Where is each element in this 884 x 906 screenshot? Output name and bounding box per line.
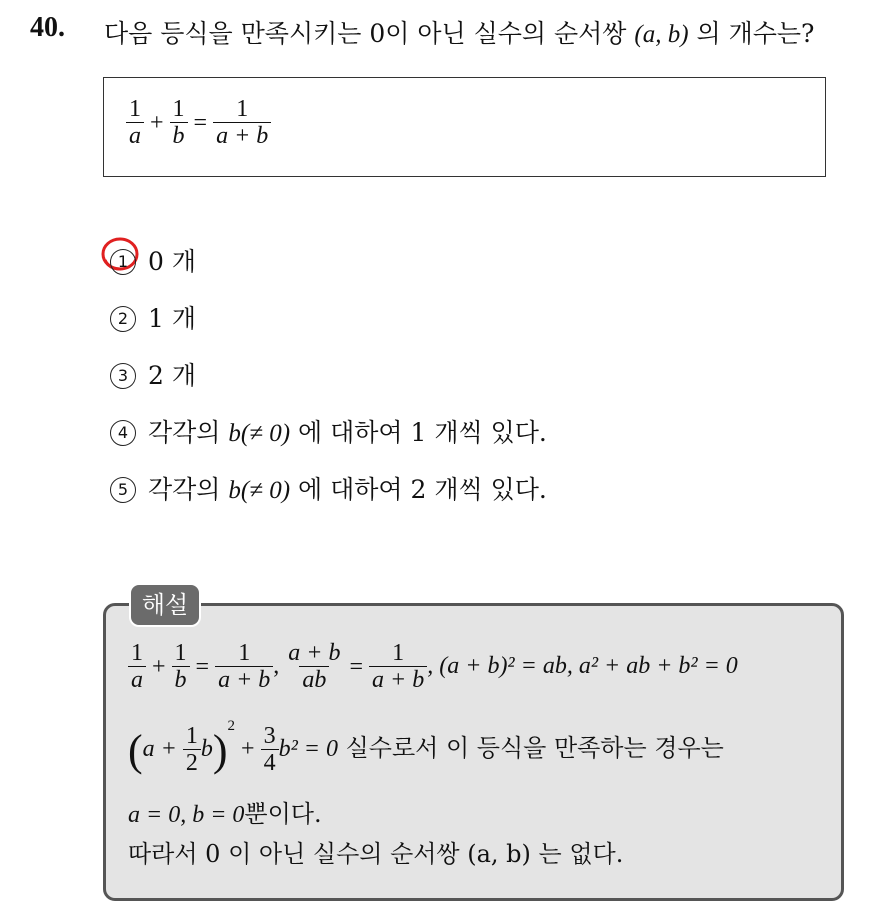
choice-2[interactable] <box>110 299 196 335</box>
term: b <box>200 736 213 762</box>
solution-line-4: 따라서 0 이 아닌 실수의 순서쌍 (a, b) 는 없다. <box>128 840 624 868</box>
choice-math: b(≠ 0) <box>228 420 291 447</box>
fraction <box>285 640 343 695</box>
numerator: 3 <box>263 723 276 749</box>
denominator: 2 <box>183 749 201 778</box>
numerator: 1 <box>236 96 249 122</box>
fraction <box>172 640 190 695</box>
denominator: b <box>172 666 190 695</box>
numerator: a + b <box>288 640 341 666</box>
plus-sign: + <box>152 653 166 680</box>
choice-3[interactable] <box>110 356 196 392</box>
term: a + <box>142 736 183 762</box>
solution-box <box>103 603 844 901</box>
solution-math: a = 0, b = 0 <box>128 802 245 828</box>
choice-1[interactable] <box>110 242 196 278</box>
equals-sign: = <box>195 653 210 680</box>
choice-label: 각각의 <box>148 475 229 504</box>
comma: , <box>273 653 280 679</box>
numerator: 1 <box>174 640 187 666</box>
numerator: 1 <box>172 96 185 122</box>
denominator: a + b <box>215 666 273 695</box>
right-paren: ) <box>212 725 228 775</box>
equals-sign: = <box>193 109 208 136</box>
solution-line-3 <box>128 794 322 829</box>
question-number: 40. <box>30 12 65 43</box>
fraction <box>215 640 273 695</box>
numerator: 1 <box>131 640 143 666</box>
fraction-three-quarters <box>261 723 279 778</box>
question-pair: (a, b) <box>634 21 689 48</box>
fraction-1-over-b <box>170 96 188 151</box>
numerator: 1 <box>392 640 405 666</box>
denominator: a + b <box>369 666 427 695</box>
equation-box <box>103 77 826 177</box>
choice-number: 4 <box>110 420 136 446</box>
equals-sign: = <box>349 653 364 680</box>
solution-line-1 <box>128 640 738 695</box>
choice-4[interactable] <box>110 413 547 449</box>
numerator: 1 <box>185 723 198 749</box>
term: b² = 0 <box>278 736 338 762</box>
fraction-1-over-a <box>126 96 144 151</box>
choice-number: 2 <box>110 306 136 332</box>
numerator: 1 <box>129 96 141 122</box>
choice-label: 1 개 <box>148 304 197 333</box>
question-text-post: 의 개수는? <box>688 19 815 48</box>
choice-number: 3 <box>110 363 136 389</box>
solution-text: 실수로서 이 등식을 만족하는 경우는 <box>337 734 724 762</box>
choice-label: 2 개 <box>148 361 197 390</box>
choice-label-rest: 에 대하여 1 개씩 있다. <box>290 418 547 447</box>
denominator: a <box>126 122 144 151</box>
choice-label: 0 개 <box>148 247 197 276</box>
denominator: ab <box>299 666 329 695</box>
denominator: 4 <box>261 749 279 778</box>
solution-tag: 해설 <box>129 583 201 627</box>
choice-number: 5 <box>110 477 136 503</box>
denominator: a + b <box>213 122 271 151</box>
question-text <box>104 14 814 50</box>
question-text-pre: 다음 등식을 만족시키는 0이 아닌 실수의 순서쌍 <box>104 19 635 48</box>
equation-tail: , (a + b)² = ab, a² + ab + b² = 0 <box>427 653 738 679</box>
choice-label-rest: 에 대하여 2 개씩 있다. <box>290 475 547 504</box>
solution-line-2 <box>128 718 724 778</box>
plus-sign: + <box>235 736 261 762</box>
solution-text: 뿐이다. <box>244 800 322 828</box>
fraction <box>128 640 146 695</box>
choice-5[interactable] <box>110 470 547 506</box>
denominator: a <box>128 666 146 695</box>
fraction-half <box>183 723 201 778</box>
exponent: 2 <box>227 718 236 734</box>
left-paren: ( <box>128 725 143 775</box>
choice-math: b(≠ 0) <box>228 477 291 504</box>
equation <box>126 96 271 151</box>
fraction-1-over-a-plus-b <box>213 96 271 151</box>
choice-label: 각각의 <box>148 418 229 447</box>
denominator: b <box>170 122 188 151</box>
fraction <box>369 640 427 695</box>
plus-sign: + <box>150 109 164 136</box>
choice-number: 1 <box>110 249 136 275</box>
numerator: 1 <box>238 640 251 666</box>
